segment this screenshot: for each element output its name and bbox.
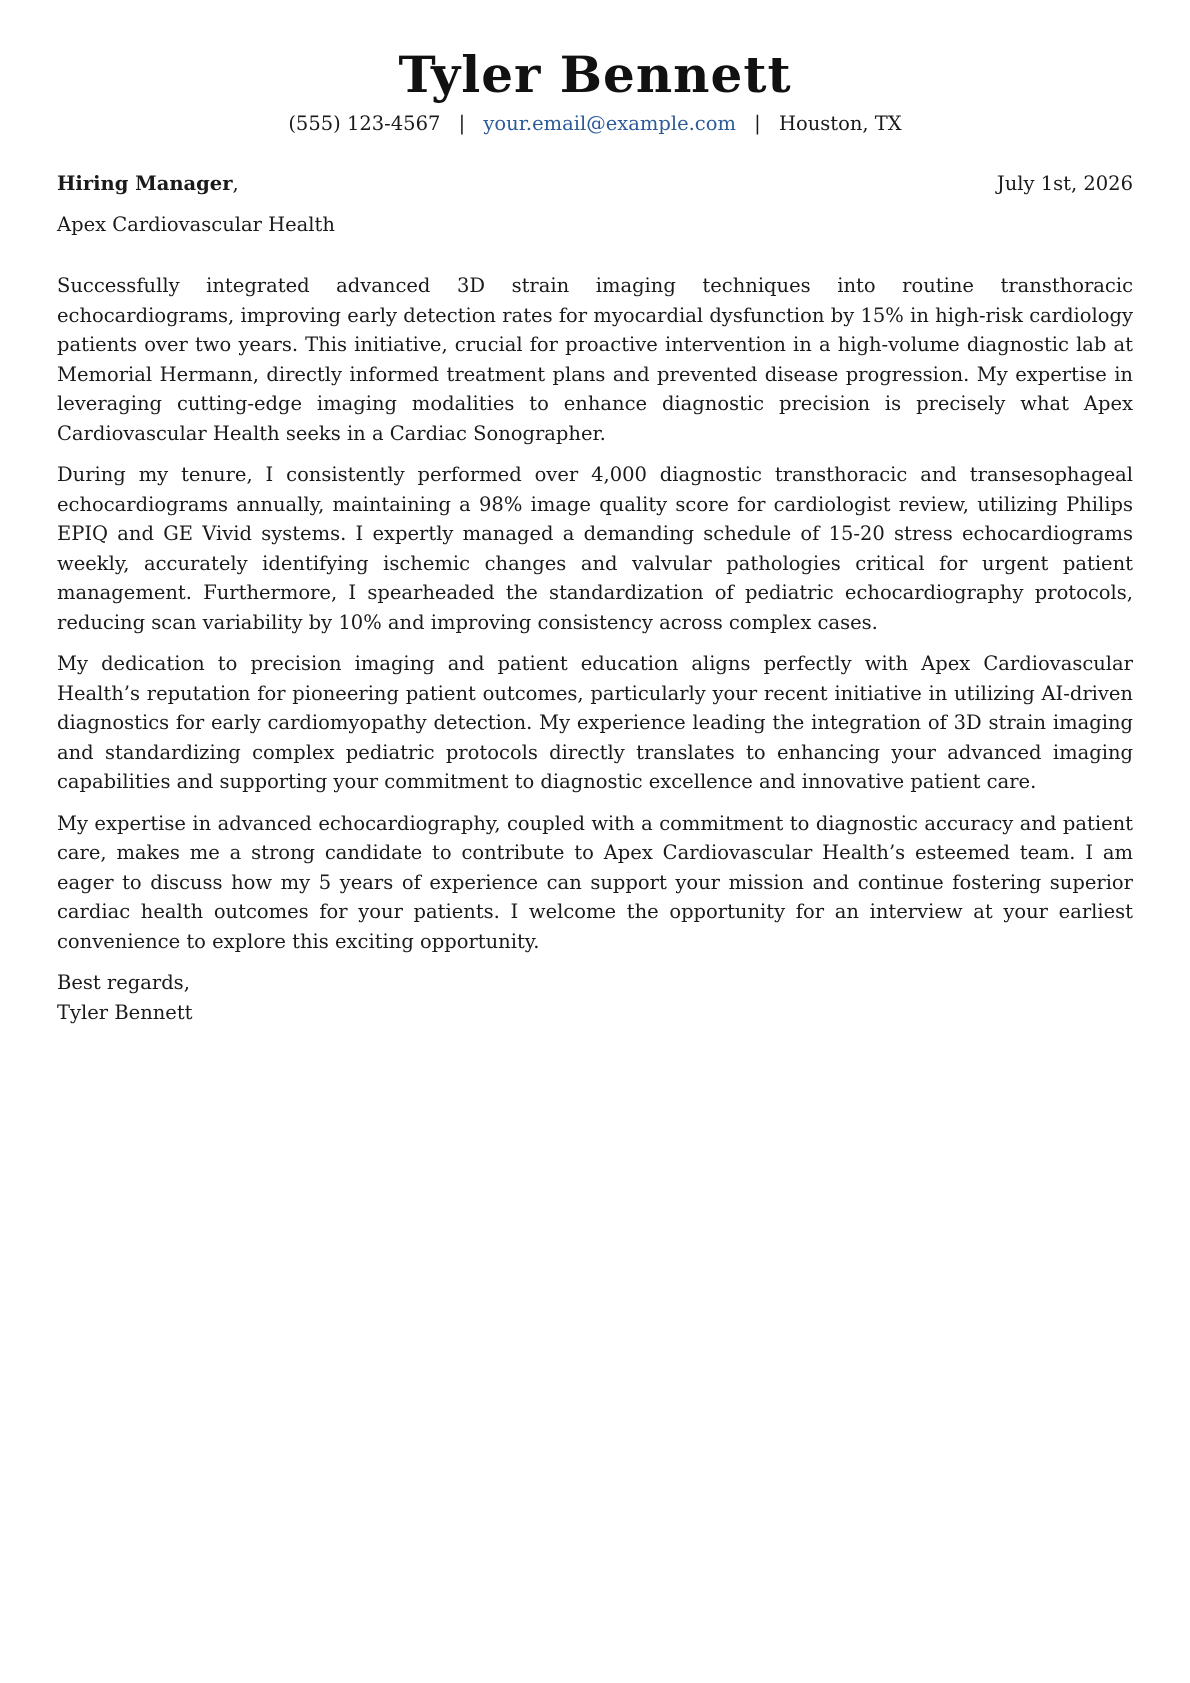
phone-number: (555) 123-4567 [288, 112, 441, 135]
letter-date: July 1st, 2026 [996, 172, 1133, 195]
body-paragraph: Successfully integrated advanced 3D strain imaging techniques into routine transthoracic echocardiograms, improving early detection rates for myocardial dysfunction by 15% in high-risk cardiology patients over two years. This initiative, crucial for proactive intervention in a high-volume diagnostic lab at Memorial Hermann, directly informed treatment plans and prevented disease progression. My expertise in leveraging cutting-edge imaging modalities to enhance diagnostic precision is precisely what Apex Cardiovascular Health seeks in a Cardiac Sonographer. [57, 274, 1133, 445]
closing-salutation: Best regards, [57, 971, 190, 994]
contact-separator: | [754, 112, 761, 135]
closing-signature: Tyler Bennett [57, 1000, 193, 1024]
contact-line [57, 110, 1133, 138]
body-paragraph: My dedication to precision imaging and patient education aligns perfectly with Apex Cardiovascular Health’s reputation for pioneering patient outcomes, particularly your recent initiative in utilizing AI-driven diagnostics for early cardiomyopathy detection. My experience leading the integration of 3D strain imaging and standardizing complex pediatric protocols directly translates to enhancing your advanced imaging capabilities and supporting your commitment to diagnostic excellence and innovative patient care. [57, 652, 1133, 793]
body-paragraph: During my tenure, I consistently performed over 4,000 diagnostic transthoracic and transesophageal echocardiograms annually, maintaining a 98% image quality score for cardiologist review, utilizing Philips EPIQ and GE Vivid systems. I expertly managed a demanding schedule of 15-20 stress echocardiograms weekly, accurately identifying ischemic changes and valvular pathologies critical for urgent patient management. Furthermore, I spearheaded the standardization of pediatric echocardiography protocols, reducing scan variability by 10% and improving consistency across complex cases. [57, 463, 1133, 634]
recipient-name: Hiring Manager [57, 172, 233, 195]
recipient-name-suffix: , [232, 172, 239, 195]
recipient-greeting [57, 170, 239, 198]
recipient-row [57, 170, 1133, 198]
contact-separator: | [458, 112, 466, 135]
email-link[interactable]: your.email@example.com [483, 112, 736, 135]
location: Houston, TX [778, 112, 902, 135]
letter-closing [57, 968, 1133, 1027]
recipient-company: Apex Cardiovascular Health [57, 213, 335, 236]
letter-header [57, 0, 1133, 138]
letter-body [57, 271, 1133, 956]
applicant-name: Tyler Bennett [398, 45, 792, 104]
body-paragraph: My expertise in advanced echocardiography, coupled with a commitment to diagnostic accuracy and patient care, makes me a strong candidate to contribute to Apex Cardiovascular Health’s esteemed team. I am eager to discuss how my 5 years of experience can support your mission and continue fostering superior cardiac health outcomes for your patients. I welcome the opportunity for an interview at your earliest convenience to explore this exciting opportunity. [57, 811, 1133, 953]
